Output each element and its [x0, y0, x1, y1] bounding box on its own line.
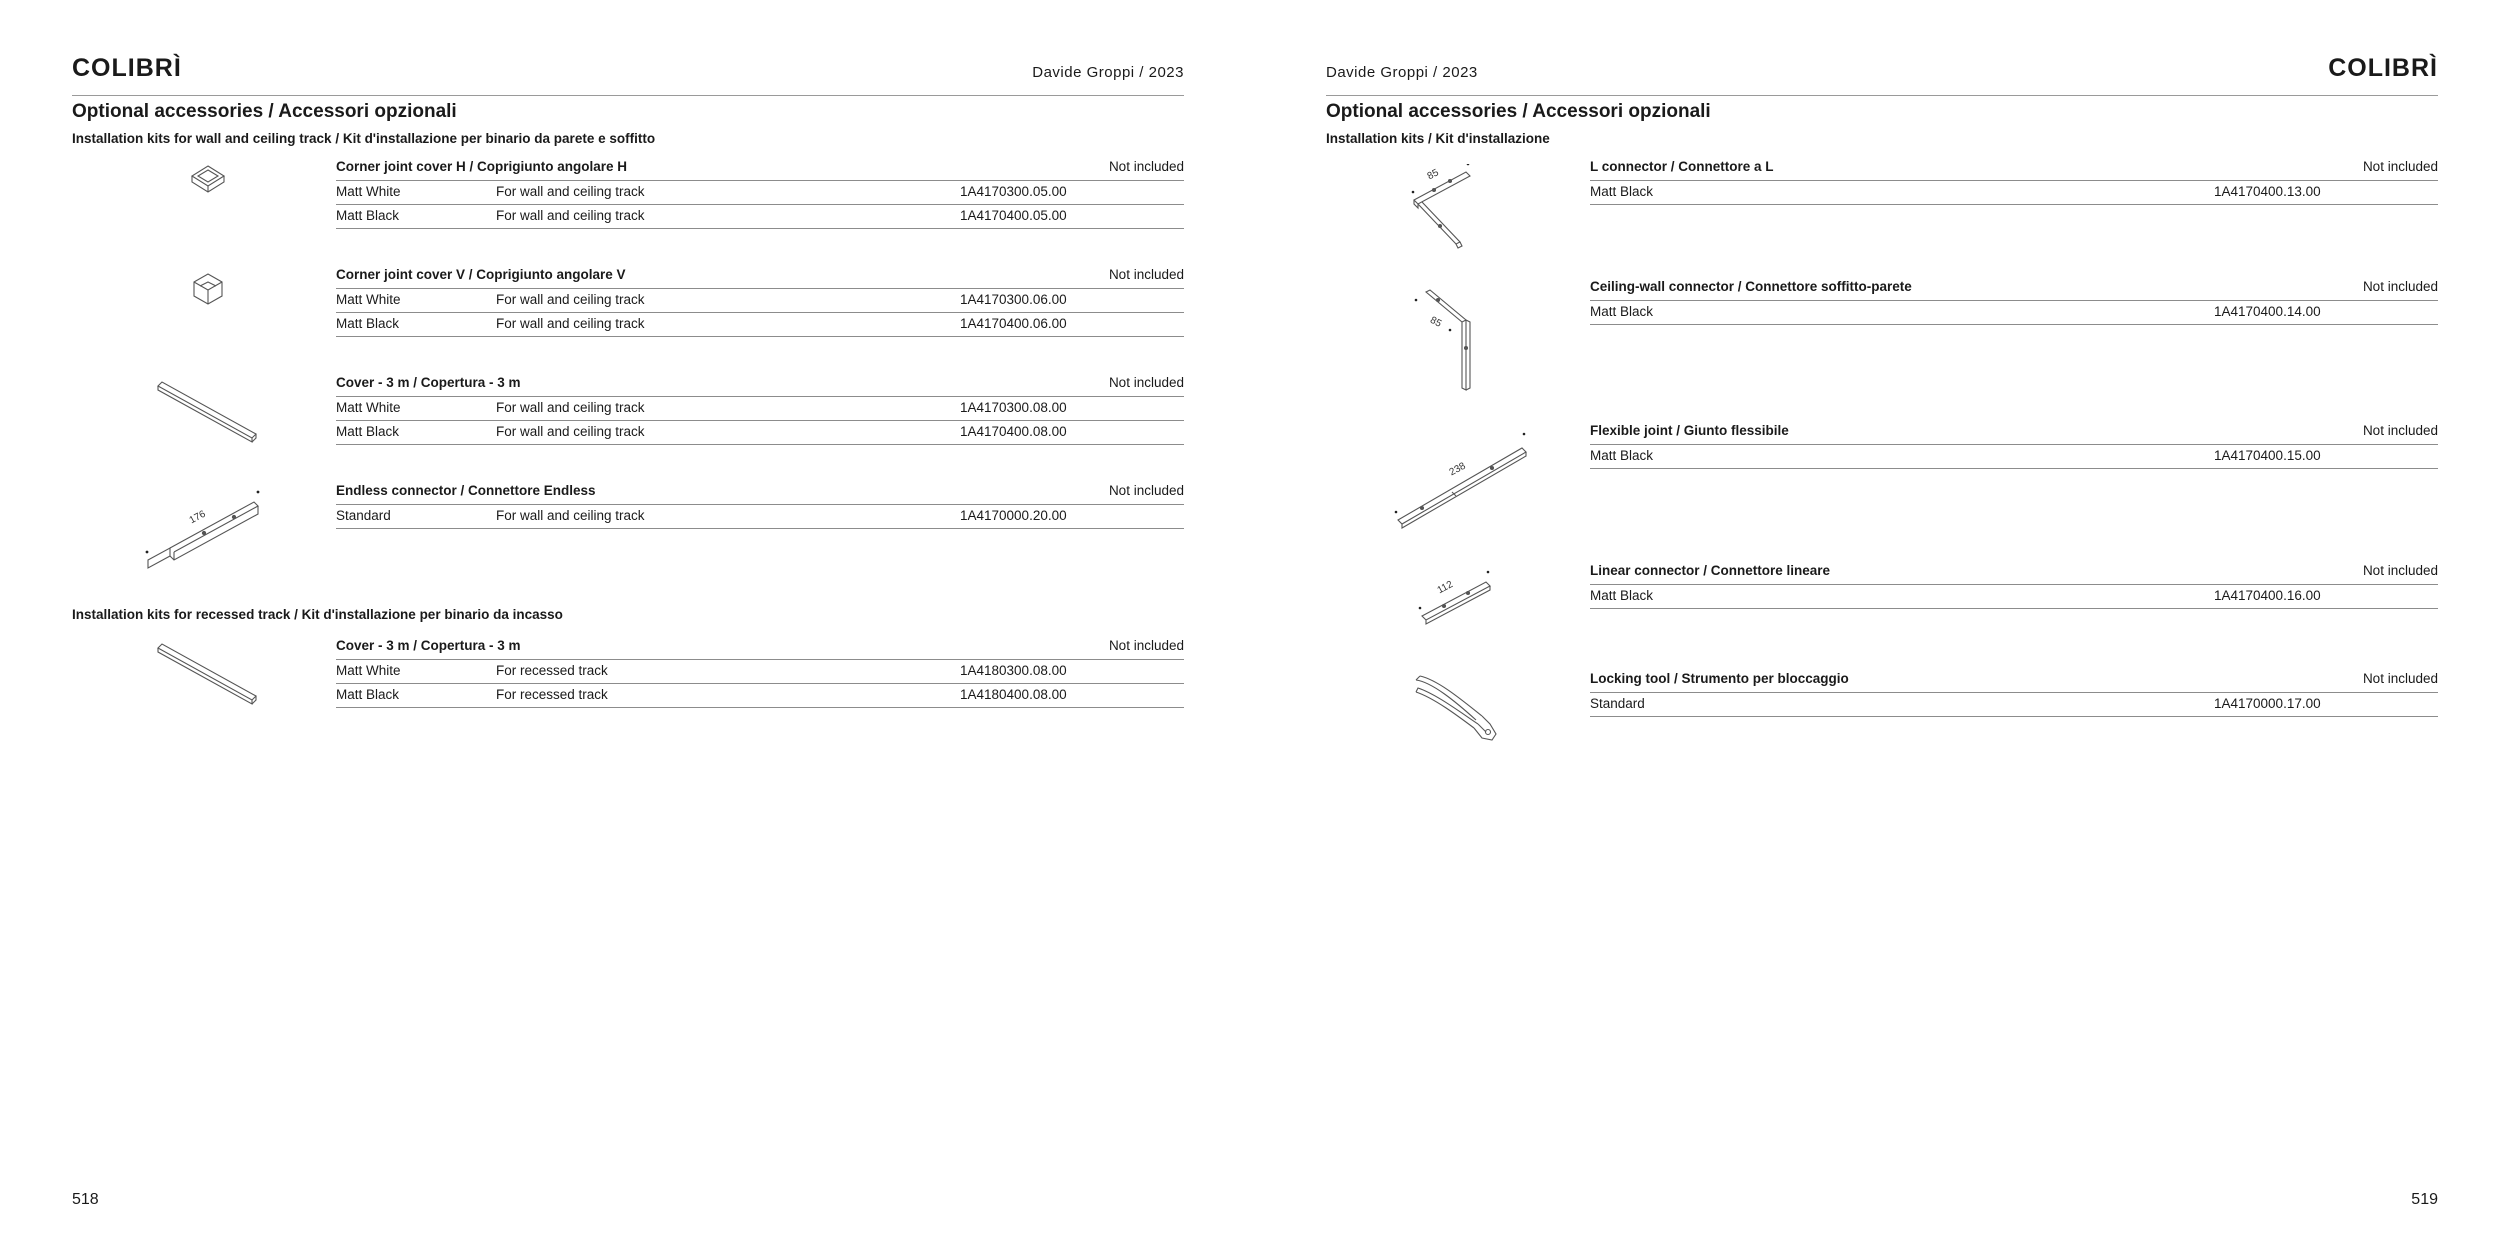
page-number: 518: [72, 1191, 99, 1208]
product-header: [336, 635, 1184, 660]
use-cell: For wall and ceiling track: [496, 184, 645, 199]
product-name: Locking tool / Strumento per bloccaggio: [1590, 671, 1849, 686]
product-header: [336, 264, 1184, 289]
section-heading: Installation kits / Kit d'installazione: [1326, 131, 1550, 146]
use-cell: For wall and ceiling track: [496, 316, 645, 331]
product-table: [1590, 156, 2438, 205]
table-row: [1590, 301, 2438, 325]
endless-connector-icon: [144, 486, 264, 576]
corner-joint-h-icon: [184, 160, 232, 200]
product-table: [1590, 276, 2438, 325]
table-row: [336, 205, 1184, 229]
product-table: [336, 156, 1184, 229]
brand-title: COLIBRÌ: [72, 54, 182, 82]
table-row: [336, 421, 1184, 445]
finish-cell: Matt Black: [1590, 304, 1654, 319]
product-name: Flexible joint / Giunto flessibile: [1590, 423, 1789, 438]
finish-cell: Matt Black: [336, 687, 400, 702]
table-row: [336, 660, 1184, 684]
finish-cell: Matt White: [336, 400, 401, 415]
included-status: Not included: [2362, 671, 2438, 686]
product-name: Corner joint cover H / Coprigiunto angolare H: [336, 159, 628, 174]
dimension-label: 85: [1428, 314, 1444, 330]
code-cell: 1A4170400.16.00: [2214, 588, 2321, 603]
page-title: Optional accessories / Accessori opzionali: [72, 101, 457, 122]
code-cell: 1A4170400.06.00: [960, 316, 1067, 331]
dimension-label: 176: [187, 508, 208, 527]
included-status: Not included: [2362, 279, 2438, 294]
code-cell: 1A4180400.08.00: [960, 687, 1067, 702]
included-status: Not included: [2362, 423, 2438, 438]
finish-cell: Matt White: [336, 184, 401, 199]
cover-strip-icon: [152, 378, 262, 448]
dimension-label: 85: [1425, 167, 1441, 183]
locking-tool-icon: [1412, 672, 1502, 746]
finish-cell: Matt Black: [336, 316, 400, 331]
code-cell: 1A4170400.13.00: [2214, 184, 2321, 199]
code-cell: 1A4170400.05.00: [960, 208, 1067, 223]
code-cell: 1A4170000.20.00: [960, 508, 1067, 523]
product-name: Ceiling-wall connector / Connettore soffitto-parete: [1590, 279, 1912, 294]
product-name: Cover - 3 m / Copertura - 3 m: [336, 375, 521, 390]
ceiling-wall-connector-icon: [1414, 286, 1494, 392]
product-table: [1590, 560, 2438, 609]
corner-joint-v-icon: [184, 268, 232, 312]
included-status: Not included: [1108, 267, 1184, 282]
finish-cell: Matt White: [336, 663, 401, 678]
table-row: [336, 397, 1184, 421]
code-cell: 1A4180300.08.00: [960, 663, 1067, 678]
section-heading: Installation kits for recessed track / Kit d'installazione per binario da incasso: [72, 607, 563, 622]
code-cell: 1A4170000.17.00: [2214, 696, 2321, 711]
code-cell: 1A4170400.08.00: [960, 424, 1067, 439]
product-name: Endless connector / Connettore Endless: [336, 483, 596, 498]
product-header: [336, 480, 1184, 505]
brand-title: COLIBRÌ: [2328, 54, 2438, 82]
use-cell: For recessed track: [496, 687, 608, 702]
header-divider: [1326, 95, 2438, 96]
finish-cell: Standard: [1590, 696, 1645, 711]
product-name: Cover - 3 m / Copertura - 3 m: [336, 638, 521, 653]
included-status: Not included: [1108, 375, 1184, 390]
use-cell: For wall and ceiling track: [496, 292, 645, 307]
product-table: [336, 372, 1184, 445]
finish-cell: Matt Black: [336, 208, 400, 223]
author-year: Davide Groppi / 2023: [1032, 64, 1184, 81]
product-name: Linear connector / Connettore lineare: [1590, 563, 1831, 578]
table-row: [1590, 445, 2438, 469]
finish-cell: Matt Black: [336, 424, 400, 439]
product-header: [1590, 420, 2438, 445]
left-page: [72, 0, 1184, 1250]
page-title: Optional accessories / Accessori opzionali: [1326, 101, 1711, 122]
table-row: [1590, 693, 2438, 717]
code-cell: 1A4170400.15.00: [2214, 448, 2321, 463]
finish-cell: Matt Black: [1590, 448, 1654, 463]
product-header: [1590, 156, 2438, 181]
included-status: Not included: [1108, 159, 1184, 174]
product-name: L connector / Connettore a L: [1590, 159, 1774, 174]
code-cell: 1A4170300.06.00: [960, 292, 1067, 307]
use-cell: For wall and ceiling track: [496, 400, 645, 415]
use-cell: For wall and ceiling track: [496, 208, 645, 223]
product-table: [336, 480, 1184, 529]
product-name: Corner joint cover V / Coprigiunto angolare V: [336, 267, 626, 282]
product-table: [336, 264, 1184, 337]
included-status: Not included: [1108, 483, 1184, 498]
table-row: [336, 313, 1184, 337]
page-number: 519: [2411, 1191, 2438, 1208]
product-header: [1590, 668, 2438, 693]
dimension-label: 238: [1447, 460, 1468, 479]
finish-cell: Standard: [336, 508, 391, 523]
code-cell: 1A4170300.08.00: [960, 400, 1067, 415]
product-header: [1590, 560, 2438, 585]
finish-cell: Matt Black: [1590, 184, 1654, 199]
product-table: [1590, 668, 2438, 717]
included-status: Not included: [1108, 638, 1184, 653]
code-cell: 1A4170300.05.00: [960, 184, 1067, 199]
product-header: [1590, 276, 2438, 301]
header-divider: [72, 95, 1184, 96]
table-row: [1590, 585, 2438, 609]
table-row: [336, 505, 1184, 529]
code-cell: 1A4170400.14.00: [2214, 304, 2321, 319]
finish-cell: Matt White: [336, 292, 401, 307]
table-row: [1590, 181, 2438, 205]
flexible-joint-icon: [1392, 426, 1532, 532]
table-row: [336, 181, 1184, 205]
included-status: Not included: [2362, 563, 2438, 578]
l-connector-icon: [1410, 164, 1490, 250]
use-cell: For wall and ceiling track: [496, 424, 645, 439]
product-header: [336, 372, 1184, 397]
right-page: [1326, 0, 2438, 1250]
product-table: [1590, 420, 2438, 469]
section-heading: Installation kits for wall and ceiling track / Kit d'installazione per binario da parete e soffitto: [72, 131, 656, 146]
included-status: Not included: [2362, 159, 2438, 174]
use-cell: For wall and ceiling track: [496, 508, 645, 523]
author-year: Davide Groppi / 2023: [1326, 64, 1478, 81]
product-header: [336, 156, 1184, 181]
linear-connector-icon: [1416, 566, 1496, 628]
table-row: [336, 684, 1184, 708]
use-cell: For recessed track: [496, 663, 608, 678]
product-table: [336, 635, 1184, 708]
cover-strip-icon: [152, 640, 262, 710]
table-row: [336, 289, 1184, 313]
finish-cell: Matt Black: [1590, 588, 1654, 603]
dimension-label: 112: [1435, 579, 1455, 597]
